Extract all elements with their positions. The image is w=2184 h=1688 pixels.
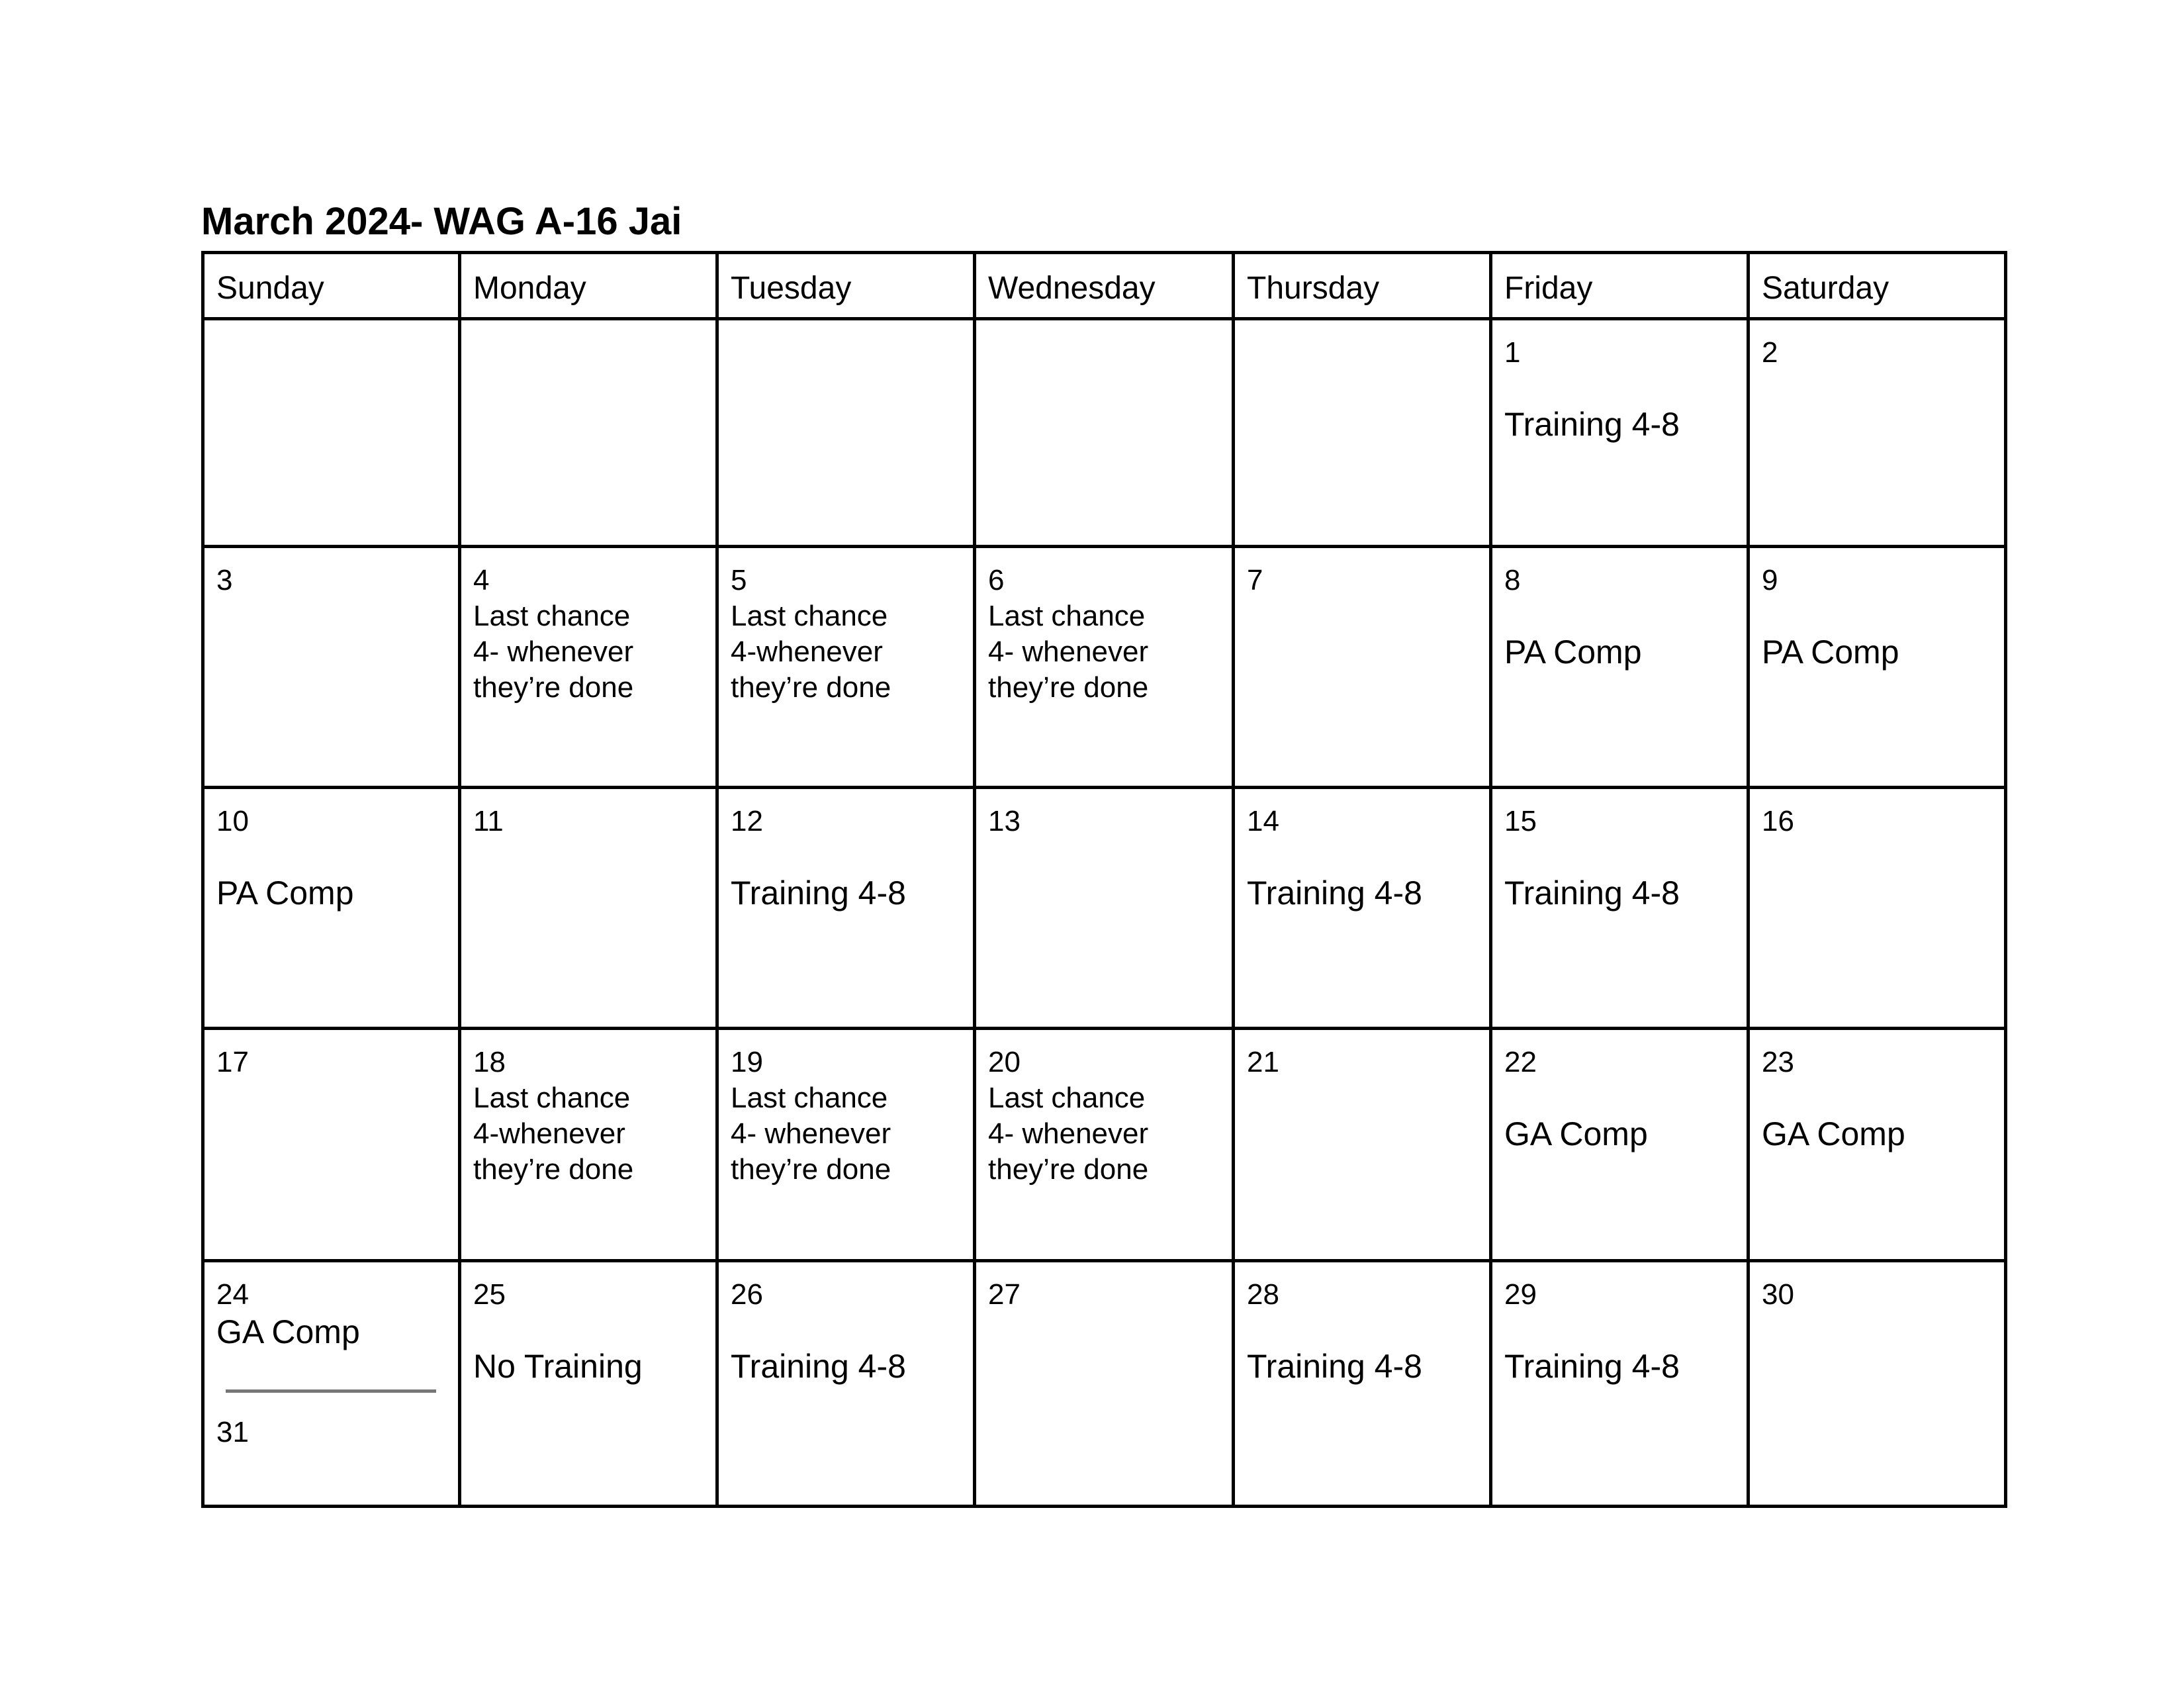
day-cell [1491, 319, 1749, 547]
day-number: 28 [1247, 1278, 1279, 1311]
day-cell [1234, 319, 1491, 547]
day-cell [717, 547, 975, 788]
day-cell [203, 1261, 460, 1507]
day-number: 17 [216, 1046, 249, 1078]
day-note-line: 4- whenever [731, 1117, 891, 1150]
weekday-friday: Friday [1491, 253, 1749, 319]
day-note-line: Last chance [731, 600, 888, 632]
day-note-line: Last chance [988, 600, 1146, 632]
day-number: 7 [1247, 564, 1263, 596]
day-cell [717, 788, 975, 1029]
day-cell [717, 1029, 975, 1261]
day-note-line: they’re done [731, 1153, 891, 1186]
day-number: 10 [216, 805, 249, 837]
day-cell [1234, 547, 1491, 788]
day-note-line: 4-whenever [473, 1117, 625, 1150]
day-number: 21 [1247, 1046, 1279, 1078]
week-row [203, 547, 2006, 788]
day-number: 15 [1504, 805, 1537, 837]
day-number: 26 [731, 1278, 763, 1311]
day-event: Training 4-8 [1247, 874, 1422, 912]
day-cell [460, 788, 717, 1029]
day-number: 25 [473, 1278, 506, 1311]
day-event: PA Comp [1762, 633, 1899, 671]
day-event: Training 4-8 [1504, 874, 1680, 912]
day-note-line: Last chance [988, 1082, 1146, 1114]
day-number: 1 [1504, 336, 1521, 369]
weekday-sunday: Sunday [203, 253, 460, 319]
day-note-line: Last chance [731, 1082, 888, 1114]
day-event: GA Comp [1762, 1115, 1905, 1152]
day-event: Training 4-8 [1247, 1348, 1422, 1385]
weekday-wednesday: Wednesday [975, 253, 1234, 319]
day-cell [203, 547, 460, 788]
day-cell [975, 547, 1234, 788]
day-event: Training 4-8 [731, 874, 906, 912]
day-note-line: they’re done [988, 671, 1149, 704]
day-number: 8 [1504, 564, 1521, 596]
day-note-line: Last chance [473, 1082, 631, 1114]
calendar-grid [201, 251, 2007, 1508]
day-event: PA Comp [216, 874, 354, 912]
day-number: 27 [988, 1278, 1021, 1311]
day-cell [1749, 319, 2006, 547]
day-event: No Training [473, 1348, 643, 1385]
day-note-line: they’re done [988, 1153, 1149, 1186]
day-note-line: 4- whenever [988, 1117, 1149, 1150]
day-cell [203, 1029, 460, 1261]
day-number: 16 [1762, 805, 1794, 837]
day-cell [975, 1261, 1234, 1507]
day-cell [975, 788, 1234, 1029]
day-cell [203, 788, 460, 1029]
weekday-header-row [203, 253, 2006, 319]
week-row [203, 788, 2006, 1029]
day-cell [975, 319, 1234, 547]
day-cell [1491, 788, 1749, 1029]
day-note-line: 4- whenever [473, 635, 634, 668]
day-cell [1749, 1261, 2006, 1507]
day-note-line: they’re done [731, 671, 891, 704]
day-cell [717, 319, 975, 547]
day-number: 29 [1504, 1278, 1537, 1311]
day-number: 18 [473, 1046, 506, 1078]
day-cell [1749, 788, 2006, 1029]
day-number: 14 [1247, 805, 1279, 837]
day-number: 9 [1762, 564, 1778, 596]
day-cell [717, 1261, 975, 1507]
weekday-tuesday: Tuesday [717, 253, 975, 319]
weekday-monday: Monday [460, 253, 717, 319]
split-cell-divider [226, 1389, 436, 1393]
day-event: Training 4-8 [1504, 406, 1680, 443]
week-row [203, 1029, 2006, 1261]
day-event: PA Comp [1504, 633, 1642, 671]
day-number: 6 [988, 564, 1005, 596]
day-event: Training 4-8 [731, 1348, 906, 1385]
day-cell [460, 319, 717, 547]
day-note-line: Last chance [473, 600, 631, 632]
weekday-saturday: Saturday [1749, 253, 2006, 319]
day-number: 30 [1762, 1278, 1794, 1311]
day-note-line: 4-whenever [731, 635, 883, 668]
week-row [203, 1261, 2006, 1507]
day-number: 22 [1504, 1046, 1537, 1078]
day-cell [1234, 1261, 1491, 1507]
day-note-line: they’re done [473, 671, 634, 704]
day-cell [460, 1029, 717, 1261]
day-cell [1234, 788, 1491, 1029]
day-number: 11 [473, 805, 504, 837]
weekday-thursday: Thursday [1234, 253, 1491, 319]
day-cell [1234, 1029, 1491, 1261]
week-row [203, 319, 2006, 547]
day-cell [203, 319, 460, 547]
day-number: 24 [216, 1278, 249, 1311]
day-event: GA Comp [1504, 1115, 1648, 1152]
day-event: GA Comp [216, 1313, 360, 1350]
day-cell [1491, 1029, 1749, 1261]
day-cell [1749, 547, 2006, 788]
day-cell [1491, 1261, 1749, 1507]
day-number: 13 [988, 805, 1021, 837]
day-number: 12 [731, 805, 763, 837]
day-number: 3 [216, 564, 233, 596]
day-note-line: they’re done [473, 1153, 634, 1186]
day-event: Training 4-8 [1504, 1348, 1680, 1385]
day-number: 19 [731, 1046, 763, 1078]
day-number: 23 [1762, 1046, 1794, 1078]
day-cell [1749, 1029, 2006, 1261]
day-number: 2 [1762, 336, 1778, 369]
split-day-number: 31 [216, 1416, 249, 1448]
day-cell [1491, 547, 1749, 788]
page-title: March 2024- WAG A-16 Jai [201, 200, 682, 243]
day-number: 5 [731, 564, 747, 596]
day-number: 20 [988, 1046, 1021, 1078]
day-cell [975, 1029, 1234, 1261]
day-number: 4 [473, 564, 490, 596]
day-note-line: 4- whenever [988, 635, 1149, 668]
day-cell [460, 1261, 717, 1507]
day-cell [460, 547, 717, 788]
